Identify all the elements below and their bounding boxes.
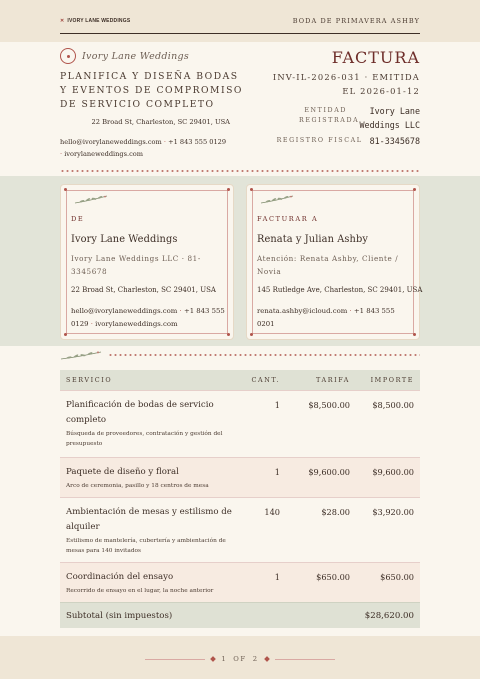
page-total: 2 [252, 655, 259, 663]
service-desc: Recorrido de ensayo en el lugar, la noche anterior [66, 588, 214, 594]
bill-to-card [246, 184, 423, 340]
col-amount: IMPORTE [370, 376, 414, 384]
from-contact: hello@ivorylaneweddings.com · +1 843 555 0129 · ivorylaneweddings.com [71, 307, 225, 328]
from-card [60, 184, 234, 340]
page-of: OF [233, 655, 247, 663]
service-title: Coordinación del ensayo [66, 572, 174, 582]
service-title: Paquete de diseño y floral [66, 467, 179, 477]
sprig-icon [260, 195, 294, 205]
top-bar [0, 0, 480, 42]
bill-to-label: FACTURAR A [257, 215, 319, 223]
service-qty: 1 [274, 572, 280, 582]
table-row [60, 457, 420, 497]
subtotal-value: $28,620.00 [364, 610, 414, 621]
bill-to-address: 145 Rutledge Ave, Charleston, SC 29401, USA [257, 286, 423, 294]
col-service: SERVICIO [66, 376, 113, 384]
service-amount: $8,500.00 [372, 400, 414, 410]
service-title: Ambientación de mesas y estilismo de alquiler [66, 507, 232, 532]
from-entity: Ivory Lane Weddings LLC · 81-3345678 [71, 254, 201, 276]
subtotal-row [60, 602, 420, 628]
bill-to-attention: Atención: Renata Ashby, Cliente / Novia [257, 254, 399, 276]
from-name: Ivory Lane Weddings [71, 234, 178, 245]
sprig-icon [74, 195, 108, 205]
close-icon: ✕ [60, 18, 65, 24]
service-title: Planificación de bodas de servicio completo [66, 400, 214, 425]
page-indicator [140, 655, 340, 663]
bill-to-email-link[interactable]: renata.ashby@icloud.com [257, 307, 348, 315]
dotted-divider [60, 169, 420, 173]
registered-entity-label: ENTIDAD REGISTRADA [299, 107, 360, 124]
brand-name: IVORY LANE WEDDINGS [67, 18, 131, 24]
from-address: 22 Broad St, Charleston, SC 29401, USA [71, 286, 216, 294]
company-website-link[interactable]: ivorylaneweddings.com [64, 150, 144, 158]
service-amount: $650.00 [380, 572, 414, 582]
service-amount: $3,920.00 [372, 507, 414, 517]
from-website-link[interactable]: ivorylaneweddings.com [95, 320, 178, 328]
table-row [60, 390, 420, 457]
section-divider [60, 348, 420, 362]
event-name: BODA DE PRIMAVERA ASHBY [292, 17, 420, 25]
tax-registration [277, 134, 420, 148]
service-desc: Arco de ceremonia, pasillo y 18 centros de mesa [66, 483, 209, 489]
service-qty: 1 [274, 400, 280, 410]
table-row [60, 562, 420, 602]
from-label: DE [71, 215, 85, 223]
tax-registration-label: REGISTRO FISCAL [276, 137, 363, 144]
from-phone: +1 843 555 0129 [71, 307, 225, 328]
company-address: 22 Broad St, Charleston, SC 29401, USA [91, 118, 230, 126]
service-desc: Búsqueda de proveedores, contratación y gestión del presupuesto [66, 431, 223, 447]
service-desc: Estilismo de mantelería, cubertería y ambientación de mesas para 140 invitados [66, 538, 226, 554]
page-footer [0, 636, 480, 679]
service-amount: $9,600.00 [372, 467, 414, 477]
diamond-icon [264, 656, 270, 662]
service-qty: 1 [274, 467, 280, 477]
company-phone: +1 843 555 0129 [168, 138, 227, 146]
company-logo [60, 48, 189, 64]
bill-to-name: Renata y Julian Ashby [257, 234, 368, 245]
col-rate: TARIFA [316, 376, 350, 384]
service-rate: $28.00 [321, 507, 350, 517]
services-table [60, 370, 420, 628]
company-tagline: PLANIFICA Y DISEÑA BODAS Y EVENTOS DE COMPROMISO DE SERVICIO COMPLETO [60, 71, 243, 110]
registered-entity [299, 104, 420, 132]
registered-entity-value: Ivory Lane Weddings LLC [359, 106, 420, 130]
service-rate: $8,500.00 [308, 400, 350, 410]
top-rule [60, 33, 420, 34]
table-header [60, 370, 420, 390]
company-email-link[interactable]: hello@ivorylaneweddings.com [60, 138, 162, 146]
service-rate: $9,600.00 [308, 467, 350, 477]
page-current: 1 [221, 655, 228, 663]
col-qty: CANT. [251, 376, 280, 384]
from-email-link[interactable]: hello@ivorylaneweddings.com [71, 307, 178, 315]
company-contact: hello@ivorylaneweddings.com · +1 843 555 0129 · ivorylaneweddings.com [60, 138, 227, 158]
logo-script: Ivory Lane Weddings [82, 50, 190, 62]
service-qty: 140 [264, 507, 280, 517]
parties-band [0, 176, 480, 346]
subtotal-label: Subtotal (sin impuestos) [66, 610, 173, 621]
invoice-number: INV-IL-2026-031 · EMITIDA EL 2026-01-12 [272, 72, 420, 96]
sprig-icon [60, 350, 102, 361]
diamond-icon [210, 656, 216, 662]
table-row [60, 497, 420, 562]
tax-registration-value: 81-3345678 [369, 136, 420, 146]
document-title: FACTURA [331, 48, 420, 67]
service-rate: $650.00 [316, 572, 350, 582]
bill-to-contact: renata.ashby@icloud.com · +1 843 555 0201 [257, 307, 395, 328]
bill-to-phone: +1 843 555 0201 [257, 307, 395, 328]
seal-icon [60, 48, 76, 64]
brand-mark [60, 18, 130, 24]
invoice-header [0, 42, 480, 170]
